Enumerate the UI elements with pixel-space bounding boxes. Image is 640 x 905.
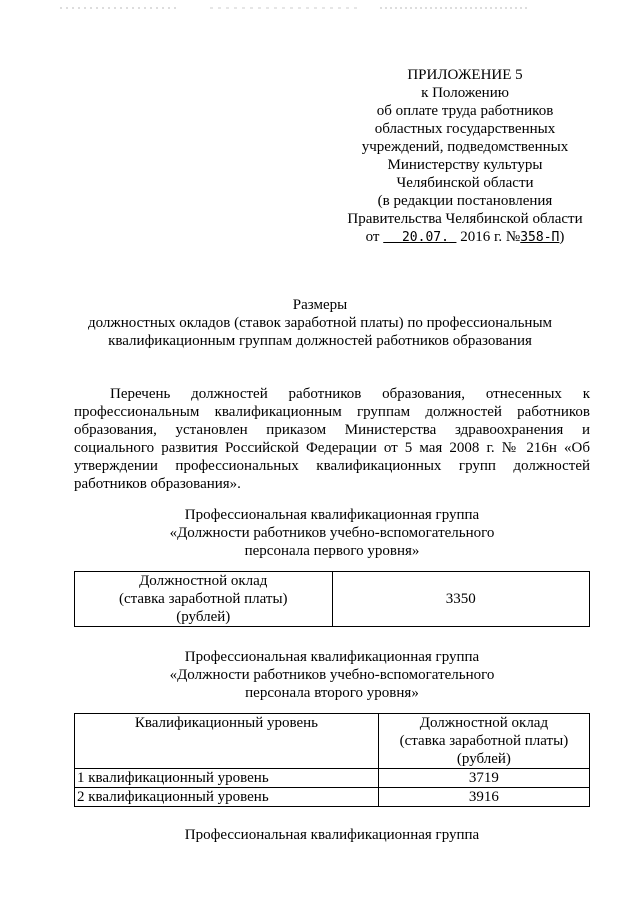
salary-table-2 [74, 713, 590, 807]
annex-line: учреждений, подведомственных [361, 139, 569, 155]
group-heading-2 [74, 648, 590, 702]
level-cell: 2 квалификационный уровень [75, 788, 379, 807]
annex-date-line [330, 228, 600, 247]
annex-line: областных государственных [374, 121, 556, 137]
date-underline [383, 229, 456, 245]
level-cell: 1 квалификационный уровень [75, 769, 379, 788]
date-value: 20.07. [401, 230, 449, 245]
group-heading-line: персонала второго уровня» [245, 685, 419, 701]
salary-cell: 3916 [378, 788, 589, 807]
annex-line: (в редакции постановления [377, 193, 553, 209]
number-value: 358-П [520, 230, 560, 245]
intro-paragraph: Перечень должностей работников образования, отнесенных к профессиональным квалификационным группам должностей работников образования, установлен приказом Министерства здравоохранения и социального развития Российской Федерации от 5 мая 2008 г. № 216н «Об утверждении профессиональных квалификационных групп должностей работников образования». [74, 386, 590, 492]
header-line: (рублей) [456, 751, 511, 767]
title-line: квалификационным группам должностей работников образования [108, 333, 532, 349]
column-header-level: Квалификационный уровень [75, 714, 379, 769]
title-line: должностных окладов (ставок заработной платы) по профессиональным [87, 315, 553, 331]
annex-line: к Положению [421, 85, 509, 101]
group-heading-line: Профессиональная квалификационная группа [184, 649, 480, 665]
document-title [60, 296, 580, 350]
group-heading-line: «Должности работников учебно-вспомогательного [169, 525, 495, 541]
date-suffix: ) [559, 229, 565, 245]
table-row [75, 769, 590, 788]
table-row [75, 788, 590, 807]
scan-artifact [60, 4, 540, 12]
salary-value-cell: 3350 [332, 572, 590, 627]
group-heading-1 [74, 506, 590, 560]
date-year: 2016 г. № [460, 229, 521, 245]
annex-line: Правительства Челябинской области [347, 211, 583, 227]
salary-label-line: (рублей) [176, 609, 231, 625]
group-heading-line: Профессиональная квалификационная группа [184, 827, 480, 843]
annex-line: Министерству культуры [387, 157, 543, 173]
salary-cell: 3719 [378, 769, 589, 788]
annex-line: об оплате труда работников [376, 103, 554, 119]
group-heading-line: персонала первого уровня» [244, 543, 420, 559]
date-prefix: от [365, 229, 380, 245]
title-line: Размеры [292, 297, 348, 313]
salary-label-cell [75, 572, 333, 627]
column-header-salary [378, 714, 589, 769]
table-row [75, 572, 590, 627]
group-heading-line: «Должности работников учебно-вспомогательного [169, 667, 495, 683]
salary-label-line: Должностной оклад [139, 573, 268, 589]
header-line: Должностной оклад [419, 715, 549, 731]
annex-block [330, 66, 600, 247]
group-heading-line: Профессиональная квалификационная группа [184, 507, 480, 523]
header-line: (ставка заработной платы) [399, 733, 569, 749]
salary-table-1 [74, 571, 590, 627]
group-heading-3 [74, 826, 590, 844]
annex-title: ПРИЛОЖЕНИЕ 5 [407, 67, 523, 83]
annex-line: Челябинской области [396, 175, 534, 191]
table-header-row [75, 714, 590, 769]
salary-label-line: (ставка заработной платы) [118, 591, 288, 607]
